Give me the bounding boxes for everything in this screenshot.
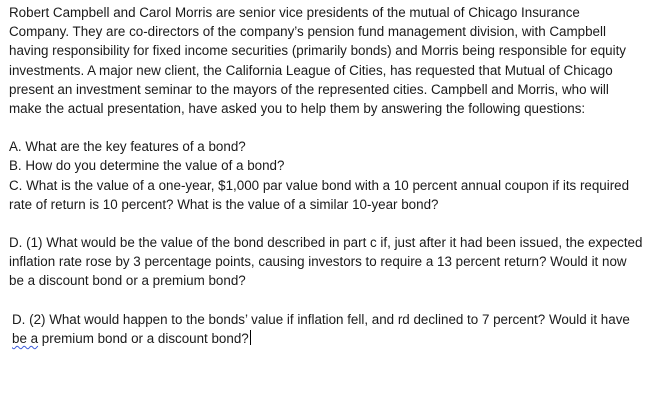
question-d1: D. (1) What would be the value of the bond described in part c if, just after it had been issued, the expected inflation rate rose by 3 percentage points, causing investors to require a 13 percent return? Would it now be a discount bond or a premium bond? xyxy=(9,235,643,289)
intro-paragraph: Robert Campbell and Carol Morris are senior vice presidents of the mutual of Chicago Insurance Company. They are co-directors of the company’s pension fund management division, with Campbell having responsibility for fixed income securities (primarily bonds) and Morris being responsible for equity investments. A major new client, the California League of Cities, has requested that Mutual of Chicago present an investment seminar to the mayors of the represented cities. Campbell and Morris, who will make the actual presentation, have asked you to help them by answering the following questions: xyxy=(9,5,626,117)
spellcheck-flagged-text[interactable]: be a xyxy=(12,330,39,346)
question-d2-end: premium bond or a discount bond? xyxy=(38,330,249,346)
question-b: B. How do you determine the value of a bond? xyxy=(9,158,285,174)
question-list xyxy=(9,137,643,214)
question-a: A. What are the key features of a bond? xyxy=(9,139,246,155)
question-c: C. What is the value of a one-year, $1,000 par value bond with a 10 percent annual coupon if its required rate of return is 10 percent? What is the value of a similar 10-year bond? xyxy=(9,177,630,212)
document-body[interactable] xyxy=(9,3,643,348)
question-d2-start: D. (2) What would happen to the bonds’ value if inflation fell, and rd declined to 7 percent? Would it have xyxy=(12,311,630,327)
text-cursor xyxy=(250,330,251,345)
question-d2[interactable] xyxy=(9,310,643,348)
